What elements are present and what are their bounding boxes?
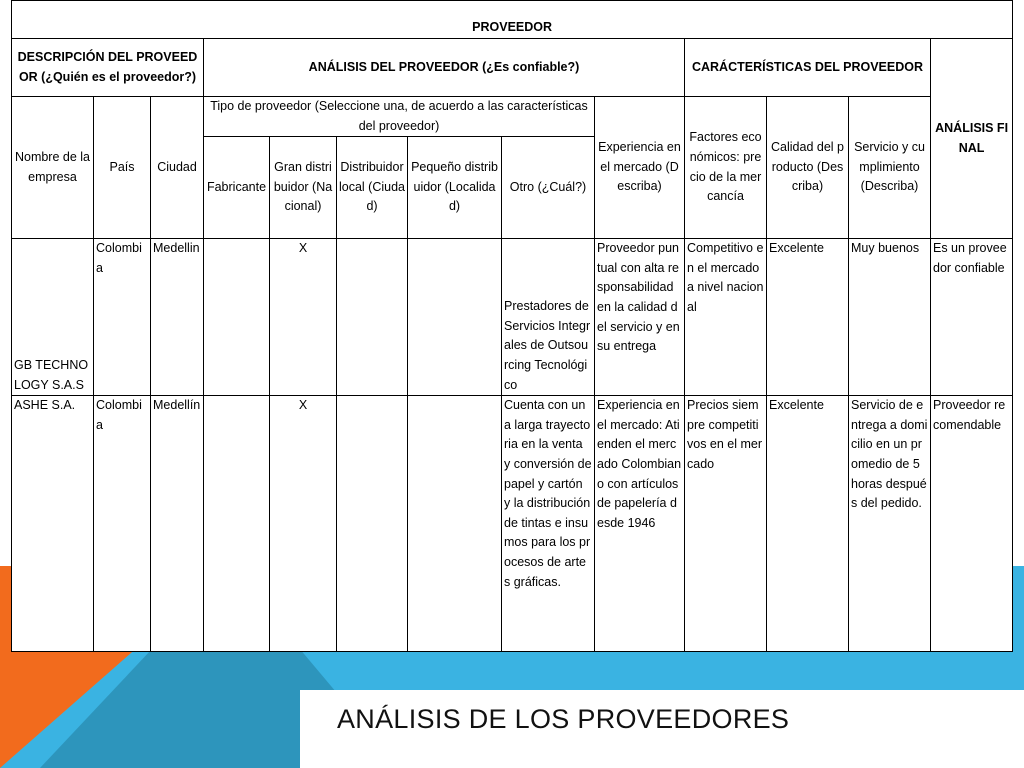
col-manufacturer: Fabricante: [204, 137, 270, 239]
col-experience: Experiencia en el mercado (Describa): [595, 97, 685, 239]
cell-small-distributor: [408, 396, 502, 652]
col-city: Ciudad: [151, 97, 204, 239]
supplier-table: [11, 0, 1013, 652]
col-company: Nombre de la empresa: [12, 97, 94, 239]
slide-title: ANÁLISIS DE LOS PROVEEDORES: [337, 704, 790, 734]
cell-company: GB TECHNOLOGY S.A.S: [12, 239, 94, 396]
cell-economic: Competitivo en el mercado a nivel nacional: [685, 239, 767, 396]
table-row: [12, 239, 1013, 396]
col-country: País: [94, 97, 151, 239]
header-final: ANÁLISIS FINAL: [931, 39, 1013, 239]
cell-city: Medellín: [151, 396, 204, 652]
cell-final: Proveedor recomendable: [931, 396, 1013, 652]
cell-quality: Excelente: [767, 396, 849, 652]
cell-final: Es un proveedor confiable: [931, 239, 1013, 396]
table-row: [12, 396, 1013, 652]
col-big-distributor: Gran distribuidor (Nacional): [270, 137, 337, 239]
col-economic: Factores económicos: precio de la mercancía: [685, 97, 767, 239]
cell-company: ASHE S.A.: [12, 396, 94, 652]
cell-quality: Excelente: [767, 239, 849, 396]
header-description: DESCRIPCIÓN DEL PROVEEDOR (¿Quién es el proveedor?): [12, 39, 204, 97]
col-small-distributor: Pequeño distribuidor (Localidad): [408, 137, 502, 239]
cell-service: Servicio de entrega a domicilio en un promedio de 5 horas después del pedido.: [849, 396, 931, 652]
cell-manufacturer: [204, 239, 270, 396]
header-proveedor: PROVEEDOR: [12, 1, 1013, 39]
cell-country: Colombia: [94, 396, 151, 652]
cell-big-distributor: X: [270, 239, 337, 396]
cell-manufacturer: [204, 396, 270, 652]
cell-experience: Experiencia en el mercado: Atienden el mercado Colombiano con artículos de papelería desde 1946: [595, 396, 685, 652]
col-quality: Calidad del producto (Describa): [767, 97, 849, 239]
header-characteristics: CARÁCTERÍSTICAS DEL PROVEEDOR: [685, 39, 931, 97]
cell-experience: Proveedor puntual con alta responsabilidad en la calidad del servicio y en su entrega: [595, 239, 685, 396]
header-analysis: ANÁLISIS DEL PROVEEDOR (¿Es confiable?): [204, 39, 685, 97]
cell-local-distributor: [337, 396, 408, 652]
header-type: Tipo de proveedor (Seleccione una, de acuerdo a las características del proveedor): [204, 97, 595, 137]
cell-service: Muy buenos: [849, 239, 931, 396]
cell-other: Cuenta con una larga trayectoria en la venta y conversión de papel y cartón y la distribución de tintas e insumos para los procesos de artes gráficas.: [502, 396, 595, 652]
cell-other: Prestadores de Servicios Integrales de Outsourcing Tecnológico: [502, 239, 595, 396]
cell-city: Medellin: [151, 239, 204, 396]
col-other: Otro (¿Cuál?): [502, 137, 595, 239]
col-local-distributor: Distribuidor local (Ciudad): [337, 137, 408, 239]
cell-local-distributor: [337, 239, 408, 396]
cell-country: Colombia: [94, 239, 151, 396]
cell-small-distributor: [408, 239, 502, 396]
cell-big-distributor: X: [270, 396, 337, 652]
col-service: Servicio y cumplimiento (Describa): [849, 97, 931, 239]
cell-economic: Precios siempre competitivos en el mercado: [685, 396, 767, 652]
